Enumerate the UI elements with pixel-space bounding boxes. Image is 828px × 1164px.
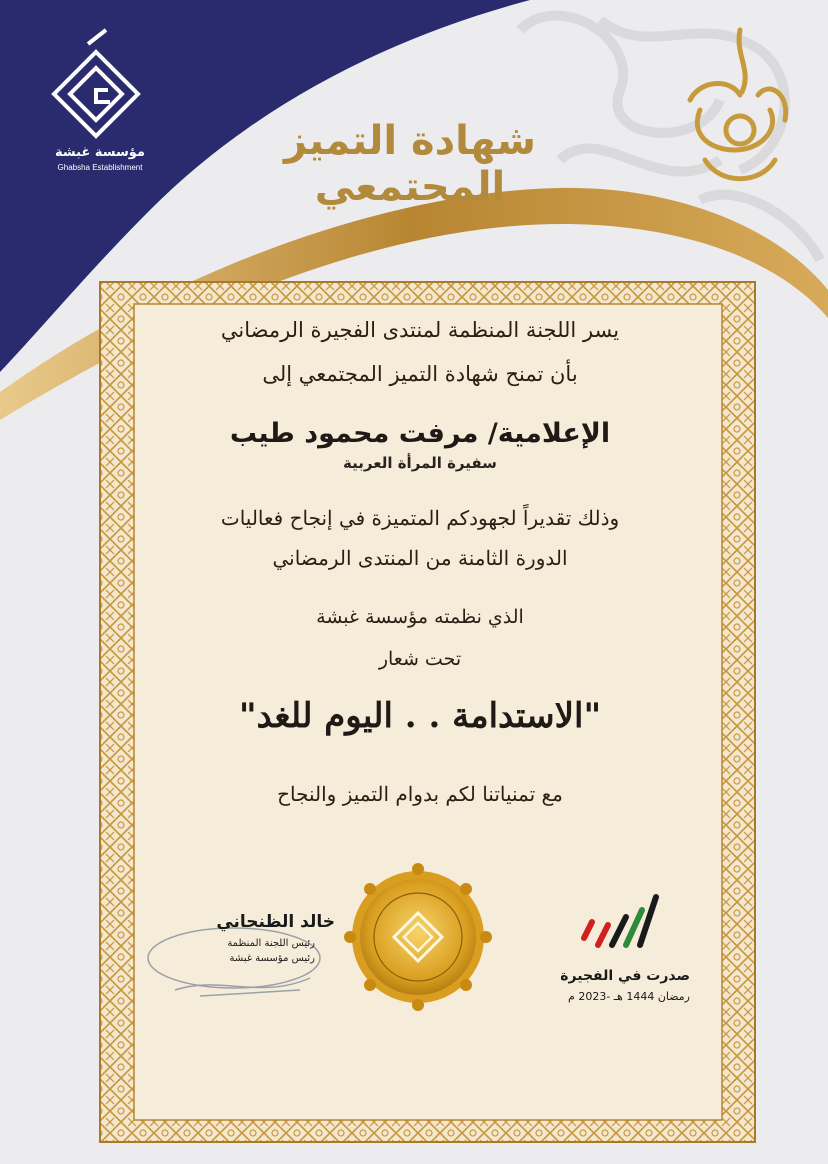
- signatory-role-2: رئيس مؤسسة غبشة: [229, 953, 315, 964]
- signatory-name: خالد الظنحاني: [216, 912, 335, 932]
- gold-seal-icon: [344, 863, 492, 1011]
- intro-line-2: بأن تمنح شهادة التميز المجتمعي إلى: [262, 362, 578, 386]
- org-name-english: Ghabsha Establishment: [57, 163, 143, 172]
- issued-date: رمضان 1444 هـ -2023 م: [568, 990, 690, 1003]
- body-line-4: الدورة الثامنة من المنتدى الرمضاني: [272, 546, 568, 570]
- recipient-name: الإعلامية/ مرفت محمود طيب: [229, 418, 611, 449]
- issued-place: صدرت في الفجيرة: [560, 968, 690, 984]
- signatory-role-1: رئيس اللجنة المنظمة: [227, 938, 315, 949]
- body-line-6: تحت شعار: [378, 648, 462, 670]
- body-line-5: الذي نظمته مؤسسة غبشة: [316, 606, 524, 628]
- certificate-title: شهادة التميز المجتمعي: [284, 118, 536, 210]
- recipient-role: سفيرة المرأة العربية: [343, 454, 497, 472]
- closing-line: مع تمنياتنا لكم بدوام التميز والنجاح: [277, 782, 563, 806]
- body-line-3: وذلك تقديراً لجهودكم المتميزة في إنجاح فعاليات: [220, 506, 620, 530]
- slogan: "الاستدامة . . اليوم للغد": [238, 696, 602, 736]
- org-name-arabic: مؤسسة غبشة: [55, 145, 145, 160]
- calligraphy-emblem-icon: [690, 30, 786, 179]
- intro-line-1: يسر اللجنة المنظمة لمنتدى الفجيرة الرمضاني: [220, 318, 620, 342]
